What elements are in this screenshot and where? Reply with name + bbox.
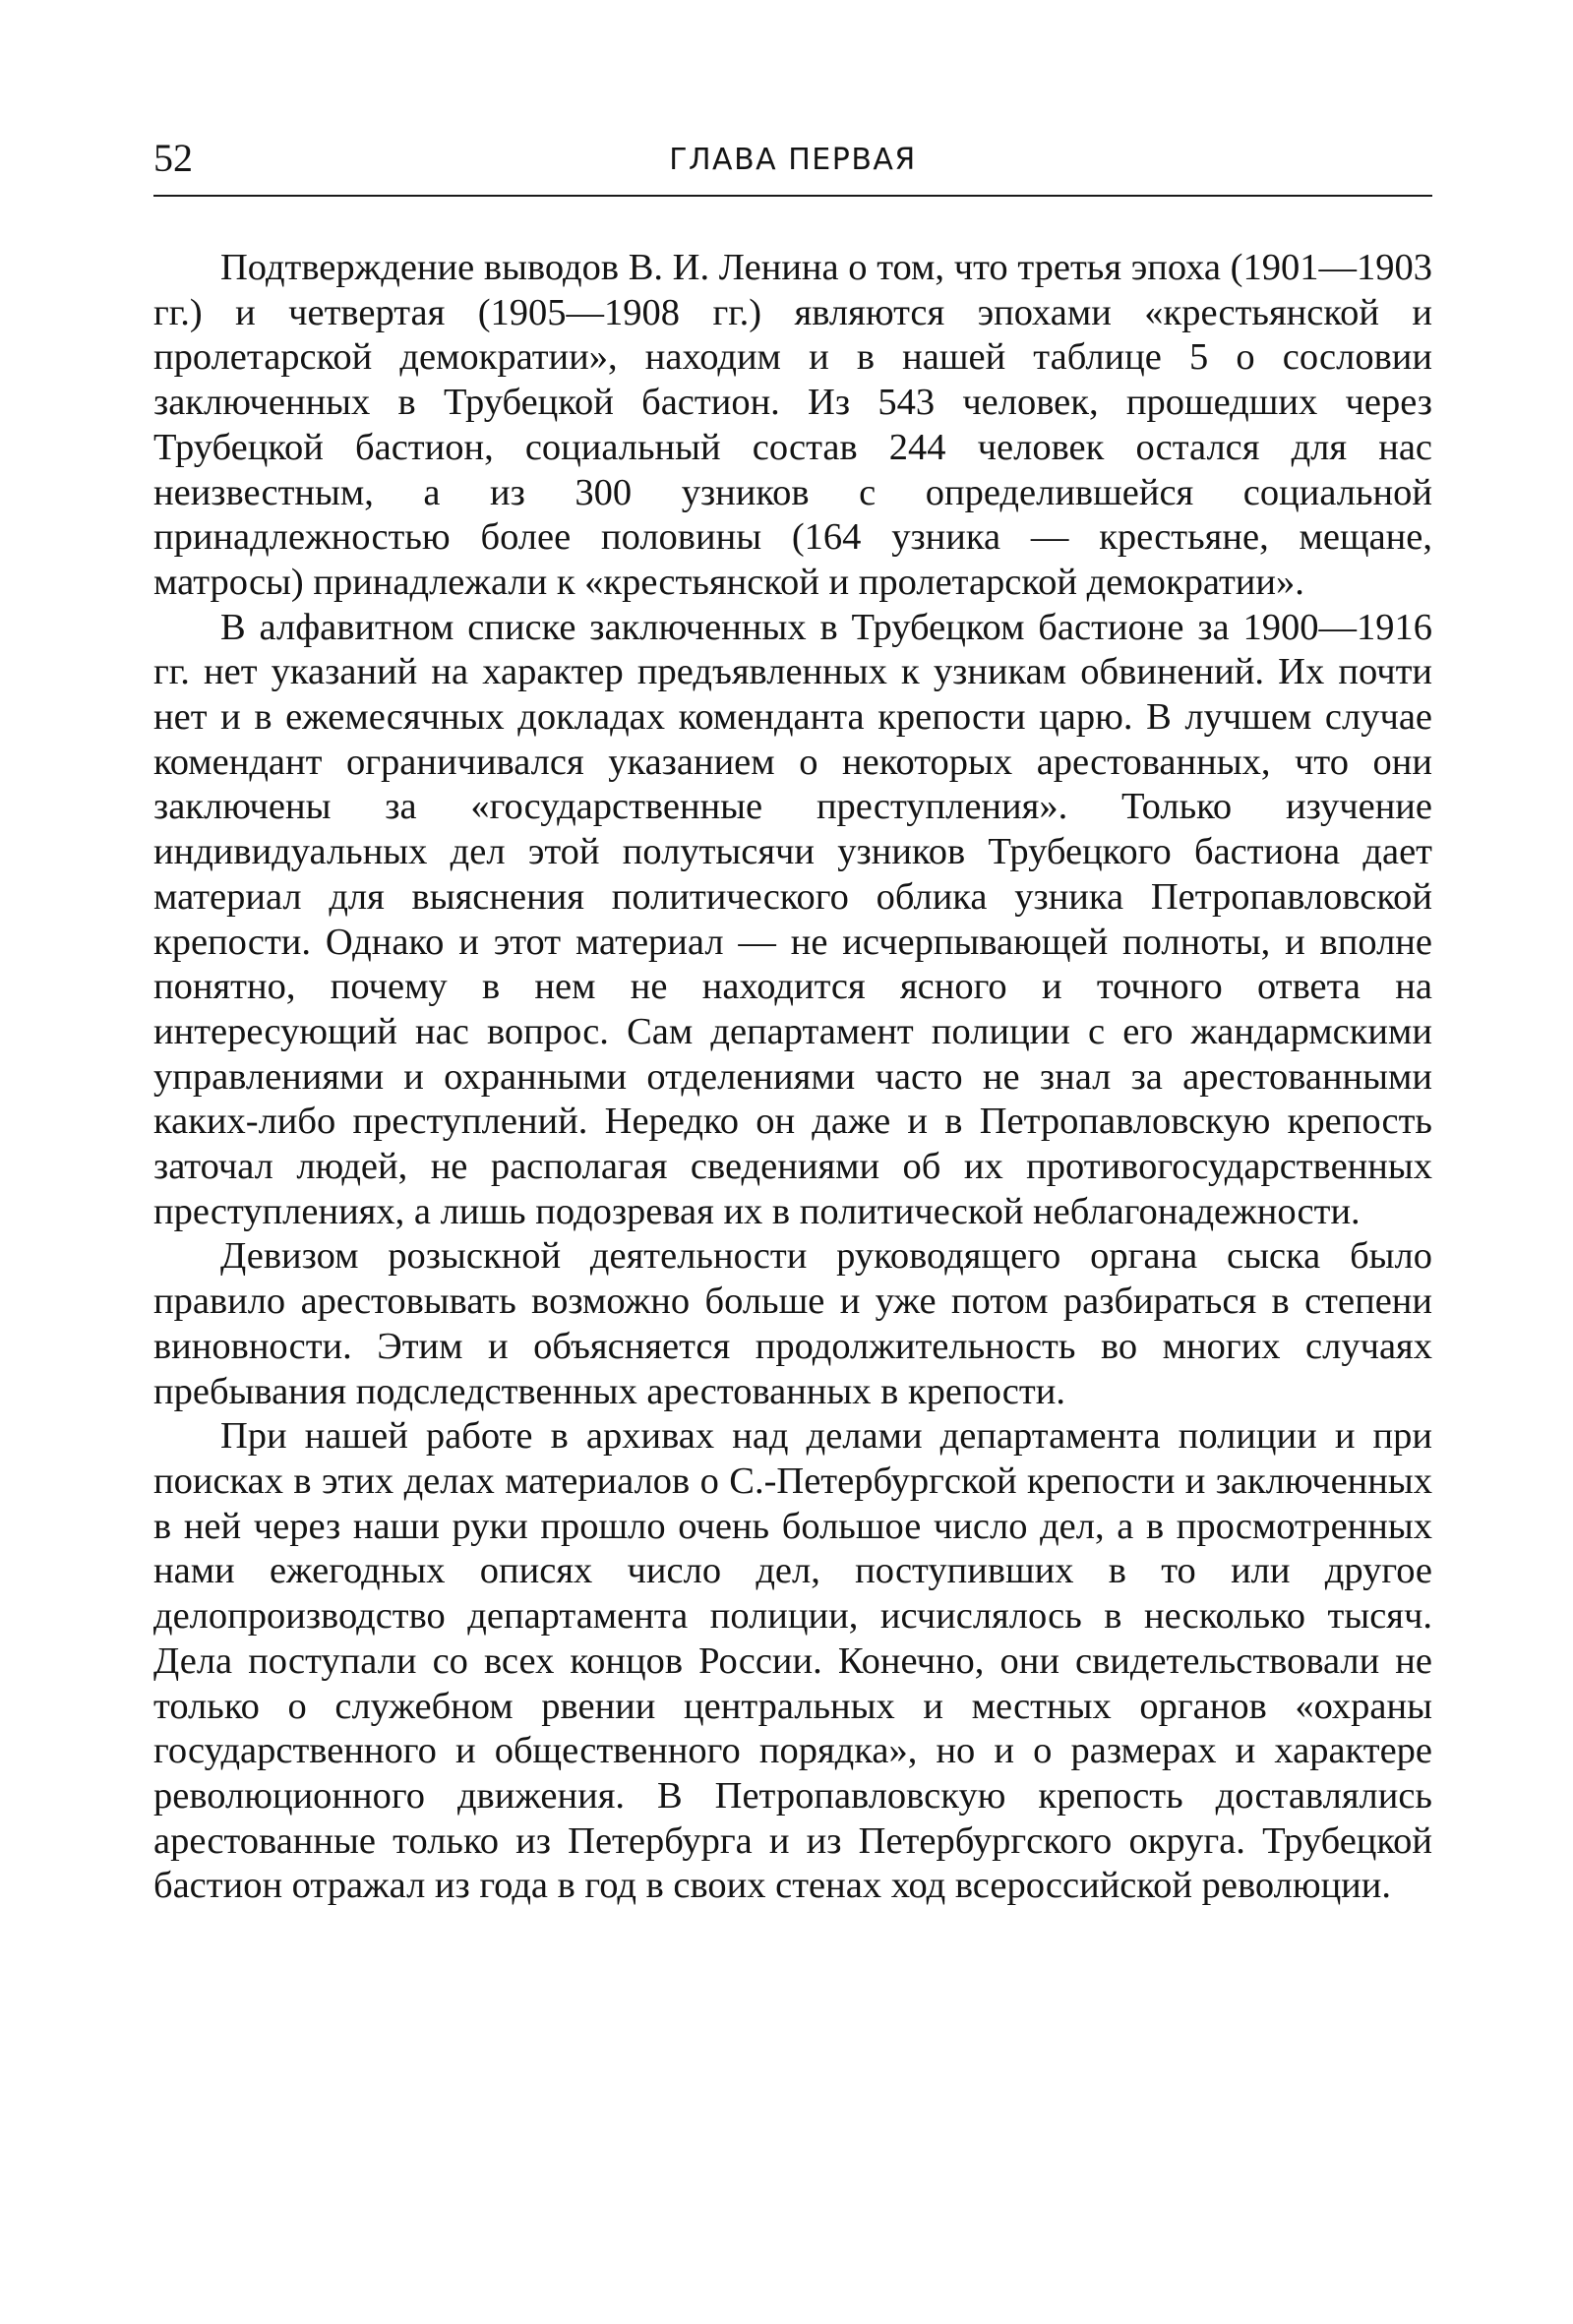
paragraph: В алфавитном списке заключенных в Трубецком бастионе за 1900—1916 гг. нет указаний на характер предъявленных к узникам обвинений. Их почти нет и в ежемесячных докладах коменданта крепости царю. В лучшем случае комендант ограничивался указанием о некоторых арестованных, что они заключены за «государственные преступления». Только изучение индивидуальных дел этой полутысячи узников Трубецкого бастиона дает материал для выяснения политического облика узника Петропавловской крепости. Однако и этот материал — не исчерпывающей полноты, и вполне понятно, почему в нем не находится ясного и точного ответа на интересующий нас вопрос. Сам департамент полиции с его жандармскими управлениями и охранными отделениями часто не знал за арестованными каких-либо преступлений. Нередко он даже и в Петропавловскую крепость заточал людей, не располагая сведениями об их противогосударственных преступлениях, а лишь подозревая их в политической неблагонадежности. [153, 606, 1432, 1232]
chapter-title: ГЛАВА ПЕРВАЯ [669, 143, 917, 177]
paragraph: Девизом розыскной деятельности руководящего органа сыска было правило арестовывать возможно больше и уже потом разбираться в степени виновности. Этим и объясняется продолжительность во многих случаях пребывания подследственных арестованных в крепости. [153, 1235, 1432, 1412]
page-number: 52 [153, 136, 193, 180]
running-head [153, 136, 1432, 181]
header-rule [153, 195, 1432, 197]
paragraph: При нашей работе в архивах над делами департамента полиции и при поисках в этих делах материалов о С.-Петербургской крепости и заключенных в ней через наши руки прошло очень большое число дел, а в просмотренных нами ежегодных описях число дел, поступивших в то или другое делопроизводство департамента полиции, исчислялось в несколько тысяч. Дела поступали со всех концов России. Конечно, они свидетельствовали не только о служебном рвении центральных и местных органов «охраны государственного и общественного порядка», но и о размерах и характере революционного движения. В Петропавловскую крепость доставлялись арестованные только из Петербурга и из Петербургского округа. Трубецкой бастион отражал из года в год в своих стенах ход всероссийской революции. [153, 1415, 1432, 1907]
body-text [153, 246, 1432, 1909]
paragraph: Подтверждение выводов В. И. Ленина о том, что третья эпоха (1901—1903 гг.) и четвертая (1905—1908 гг.) являются эпохами «крестьянской и пролетарской демократии», находим и в нашей таблице 5 о сословии заключенных в Трубецкой бастион. Из 543 человек, прошедших через Трубецкой бастион, социальный состав 244 человек остался для нас неизвестным, а из 300 узников с определившейся социальной принадлежностью более половины (164 узника — крестьяне, мещане, матросы) принадлежали к «крестьянской и пролетарской демократии». [153, 247, 1432, 603]
